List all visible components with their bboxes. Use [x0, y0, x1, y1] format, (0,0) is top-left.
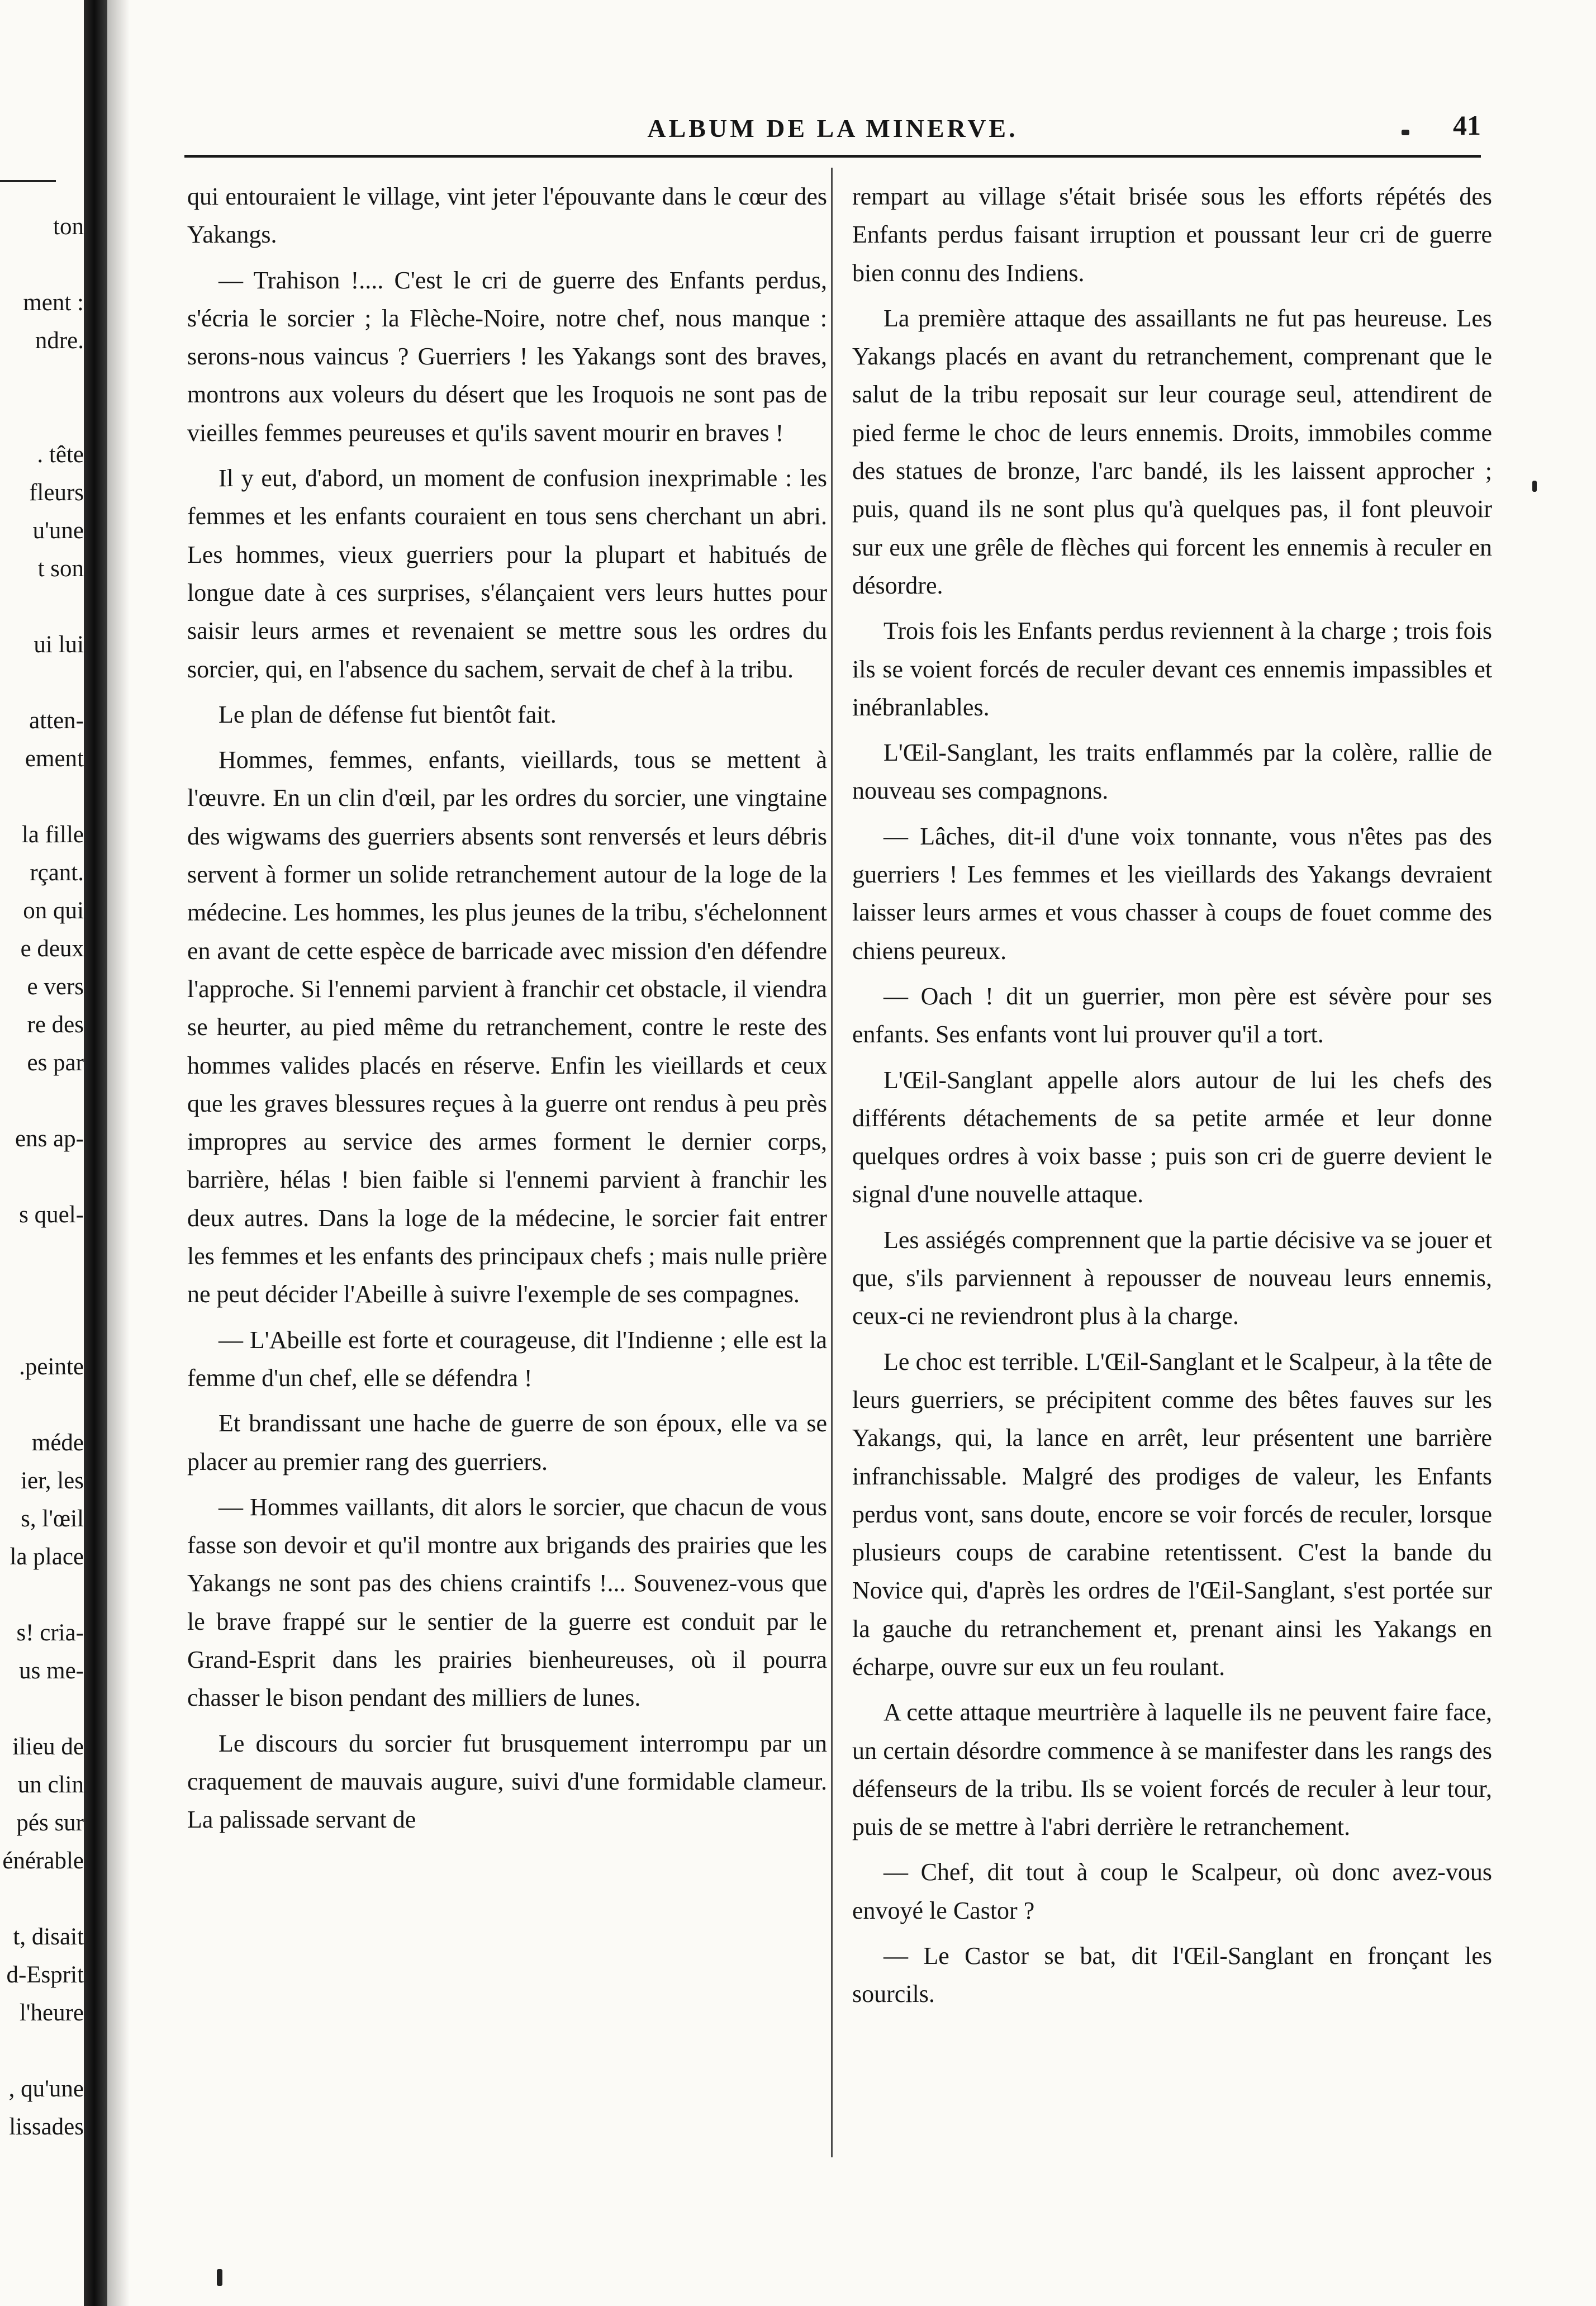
- fragment-line: [0, 1158, 84, 1196]
- paragraph: — Le Castor se bat, dit l'Œil-Sanglant en fronçant les sourcils.: [852, 1942, 1492, 2008]
- ink-speck: [217, 2269, 222, 2286]
- fragment-line: , qu'une: [8, 2076, 84, 2102]
- previous-page-fragments: [0, 208, 84, 2146]
- fragment-line: u'une: [32, 518, 84, 544]
- paragraph: L'Œil-Sanglant appelle alors autour de lui les chefs des différents détachements de sa petite armée et leur donne quelques ordres à voix basse ; puis son cri de guerre devient le signal d'une nouvelle attaque.: [852, 1066, 1492, 1208]
- fragment-line: méde: [31, 1430, 84, 1456]
- page-number: 41: [1453, 110, 1481, 141]
- fragment-line: lissades: [9, 2114, 84, 2140]
- paragraph: — Oach ! dit un guerrier, mon père est sévère pour ses enfants. Ses enfants vont lui prouver qu'il a tort.: [852, 982, 1492, 1048]
- paragraph: rempart au village s'était brisée sous les efforts répétés des Enfants perdus faisant irruption et poussant leur cri de guerre bien connu des Indiens.: [852, 183, 1492, 287]
- fragment-line: t son: [37, 556, 84, 582]
- fragment-line: ement: [25, 746, 84, 772]
- fragment-line: [0, 1272, 84, 1310]
- fragment-line: [0, 1386, 84, 1424]
- fragment-line: ment :: [23, 290, 84, 316]
- fragment-line: us me-: [19, 1658, 84, 1684]
- fragment-line: d-Esprit: [6, 1962, 84, 1988]
- fragment-line: rçant.: [30, 860, 84, 886]
- paragraph: Le choc est terrible. L'Œil-Sanglant et le Scalpeur, à la tête de leurs guerriers, se précipitent comme des bêtes fauves sur les Yakangs, qui, la lance en arrêt, leur présentent une barrière infranchissable. Malgré des prodiges de valeur, les Enfants perdus vont, sans doute, encore se voir forcés de reculer, lorsque plusieurs coups de carabine retentissent. C'est la bande du Novice qui, d'après les ordres de l'Œil-Sanglant, s'est portée sur la gauche du retranchement et, prenant ainsi les Yakangs en écharpe, ouvre sur eux un feu roulant.: [852, 1347, 1492, 1681]
- paragraph: — Chef, dit tout à coup le Scalpeur, où donc avez-vous envoyé le Castor ?: [852, 1858, 1492, 1924]
- fragment-line: énérable: [2, 1848, 84, 1874]
- paragraph: — Hommes vaillants, dit alors le sorcier, que chacun de vous fasse son devoir et qu'il montre aux brigands des prairies que les Yakangs ne sont pas des chiens craintifs !... Souvenez-vous que le brave frappé sur le sentier de la guerre est conduit par le Grand-Esprit dans les prairies bienheureuses, où il pourra chasser le bison pendant des milliers de lunes.: [187, 1493, 827, 1712]
- paragraph: La première attaque des assaillants ne fut pas heureuse. Les Yakangs placés en avant du retranchement, comprenant que le salut de la tribu reposait sur leur courage seul, attendirent de pied ferme le choc de leurs ennemis. Droits, immobiles comme des statues de bronze, l'arc bandé, ils les laissent approcher ; puis, quand ils ne sont plus qu'à quelques pas, il font pleuvoir sur eux une grêle de flèches qui forcent les ennemis à reculer en désordre.: [852, 304, 1492, 599]
- fragment-line: ier, les: [21, 1468, 84, 1494]
- fragment-line: s quel-: [19, 1202, 84, 1228]
- paragraph: Et brandissant une hache de guerre de son époux, elle va se placer au premier rang des guerriers.: [187, 1410, 827, 1475]
- fragment-line: [0, 664, 84, 702]
- fragment-line: ilieu de: [12, 1734, 84, 1760]
- header-rule: [184, 155, 1481, 158]
- fragment-line: [0, 1690, 84, 1728]
- paragraph: — Lâches, dit-il d'une voix tonnante, vous n'êtes pas des guerriers ! Les femmes et les vieillards des Yakangs devraient laisser leurs armes et vous chasser à coups de fouet comme des chiens peureux.: [852, 822, 1492, 965]
- paragraph: Trois fois les Enfants perdus reviennent à la charge ; trois fois ils se voient forcés de reculer devant ces ennemis impassibles et inébranlables.: [852, 617, 1492, 721]
- fragment-line: pés sur: [16, 1810, 84, 1836]
- left-column: [187, 178, 827, 1846]
- paragraph: — L'Abeille est forte et courageuse, dit l'Indienne ; elle est la femme d'un chef, elle se défendra !: [187, 1326, 827, 1392]
- paragraph: Il y eut, d'abord, un moment de confusion inexprimable : les femmes et les enfants couraient en tous sens cherchant un abri. Les hommes, vieux guerriers pour la plupart et habitués de longue date à ces surprises, s'élançaient vers leurs huttes pour saisir leurs armes et revenaient se mettre sous les ordres du sorcier, qui, en l'absence du sachem, servait de chef à la tribu.: [187, 464, 827, 683]
- fragment-line: .peinte: [19, 1354, 84, 1380]
- fragment-line: [0, 1576, 84, 1614]
- fragment-line: s! cria-: [16, 1620, 84, 1646]
- fragment-line: on qui: [23, 898, 84, 924]
- fragment-line: [0, 246, 84, 284]
- fragment-line: ui lui: [34, 632, 84, 658]
- paragraph: Hommes, femmes, enfants, vieillards, tous se mettent à l'œuvre. En un clin d'œil, par les ordres du sorcier, une vingtaine des wigwams des guerriers absents sont renversés et leurs débris servent à former un solide retranchement autour de la loge de la médecine. Les hommes, les plus jeunes de la tribu, s'échelonnent en avant de cette espèce de barricade avec mission d'en défendre l'approche. Si l'ennemi parvient à franchir cet obstacle, il viendra se heurter, au pied même du retranchement, contre le reste des hommes valides placés en réserve. Enfin les vieillards et ceux que les graves blessures reçues à la guerre ont rendus à peu près impropres au service des armes forment le dernier corps, barrière, hélas ! bien faible si l'ennemi parvient à franchir les deux autres. Dans la loge de la médecine, le sorcier fait entrer les femmes et les enfants des principaux chefs ; mais nulle prière ne peut décider l'Abeille à suivre l'exemple de ses compagnes.: [187, 746, 827, 1308]
- paragraph: — Trahison !.... C'est le cri de guerre des Enfants perdus, s'écria le sorcier ; la Flèche-Noire, notre chef, nous manque : serons-nous vaincus ? Guerriers ! les Yakangs sont des braves, montrons aux voleurs du désert que les Iroquois ne sont pas de vieilles femmes peureuses et qu'ils savent mourir en braves !: [187, 266, 827, 447]
- fragment-line: fleurs: [29, 480, 84, 506]
- fragment-line: t, disait: [13, 1924, 84, 1950]
- fragment-line: ens ap-: [15, 1126, 84, 1152]
- fragment-line: e deux: [20, 936, 84, 962]
- paragraph: Les assiégés comprennent que la partie décisive va se jouer et que, s'ils parviennent à repousser de nouveau leurs ennemis, ceux-ci ne reviendront plus à la charge.: [852, 1226, 1492, 1330]
- running-title: ALBUM DE LA MINERVE.: [647, 114, 1018, 143]
- fragment-line: la place: [10, 1544, 84, 1570]
- ink-speck: [1402, 130, 1409, 135]
- fragment-line: [0, 1082, 84, 1120]
- book-spine: [84, 0, 107, 2306]
- page-header: [184, 109, 1481, 148]
- fragment-line: e vers: [27, 974, 84, 1000]
- fragment-line: [0, 1234, 84, 1272]
- fragment-line: l'heure: [19, 2000, 84, 2026]
- previous-page-rule: [0, 180, 56, 182]
- fragment-line: es par: [27, 1050, 84, 1076]
- spine-shadow: [107, 0, 130, 2306]
- fragment-line: ton: [53, 213, 84, 240]
- fragment-line: [0, 398, 84, 436]
- fragment-line: s, l'œil: [21, 1506, 84, 1532]
- fragment-line: re des: [27, 1012, 84, 1038]
- fragment-line: la fille: [21, 822, 84, 848]
- column-divider: [831, 168, 833, 2157]
- fragment-line: un clin: [17, 1772, 84, 1798]
- right-column: [852, 178, 1492, 2021]
- fragment-line: [0, 2032, 84, 2070]
- paragraph: L'Œil-Sanglant, les traits enflammés par la colère, rallie de nouveau ses compagnons.: [852, 739, 1492, 805]
- paragraph: A cette attaque meurtrière à laquelle ils ne peuvent faire face, un certain désordre commence à se manifester dans les rangs des défenseurs de la tribu. Ils se voient forcés de reculer à leur tour, puis de se mettre à l'abri derrière le retranchement.: [852, 1698, 1492, 1841]
- fragment-line: [0, 1310, 84, 1348]
- fragment-line: [0, 360, 84, 398]
- paragraph: Le discours du sorcier fut brusquement interrompu par un craquement de mauvais augure, suivi d'une formidable clameur. La palissade servant de: [187, 1729, 827, 1834]
- fragment-line: [0, 588, 84, 626]
- fragment-line: . tête: [37, 442, 84, 468]
- paragraph: qui entouraient le village, vint jeter l'épouvante dans le cœur des Yakangs.: [187, 183, 827, 249]
- ink-speck: [1532, 481, 1537, 492]
- fragment-line: [0, 1880, 84, 1918]
- paragraph: Le plan de défense fut bientôt fait.: [218, 700, 557, 728]
- fragment-line: [0, 778, 84, 816]
- fragment-line: atten-: [29, 708, 84, 734]
- fragment-line: ndre.: [35, 328, 84, 354]
